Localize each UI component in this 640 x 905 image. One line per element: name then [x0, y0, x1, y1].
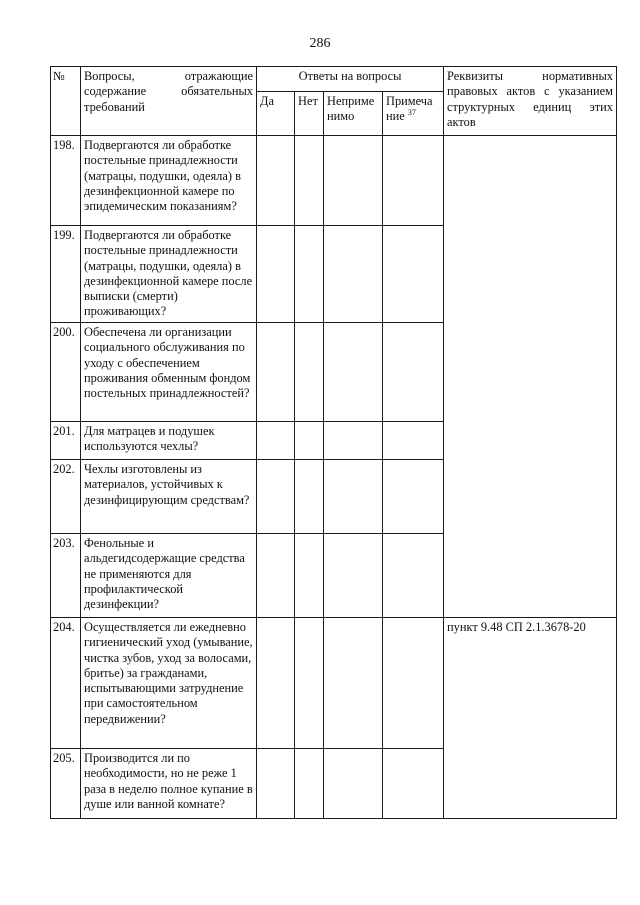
answer-note-cell[interactable]	[383, 136, 444, 226]
table-row	[51, 618, 617, 749]
row-number: 205.	[51, 749, 81, 819]
header-na-line2: нимо	[327, 109, 355, 124]
answer-note-cell[interactable]	[383, 323, 444, 422]
header-not-applicable	[324, 92, 383, 136]
row-number: 201.	[51, 422, 81, 460]
header-number: №	[51, 67, 81, 136]
answer-no-cell[interactable]	[295, 226, 324, 323]
answer-no-cell[interactable]	[295, 323, 324, 422]
answer-note-cell[interactable]	[383, 618, 444, 749]
answer-yes-cell[interactable]	[257, 749, 295, 819]
row-number: 200.	[51, 323, 81, 422]
row-number: 203.	[51, 534, 81, 618]
row-question: Производится ли по необходимости, но не реже 1 раза в неделю полное купание в душе или ванной комнате?	[81, 749, 257, 819]
answer-yes-cell[interactable]	[257, 226, 295, 323]
answer-no-cell[interactable]	[295, 534, 324, 618]
header-question-line1: Вопросы, отражающие	[84, 69, 253, 83]
header-answers: Ответы на вопросы	[257, 67, 444, 92]
answer-note-cell[interactable]	[383, 460, 444, 534]
row-question: Для матрацев и подушек используются чехлы?	[81, 422, 257, 460]
answer-no-cell[interactable]	[295, 422, 324, 460]
row-question: Фенольные и альдегидсодержащие средства не применяются для профилактической дезинфекции?	[81, 534, 257, 618]
answer-note-cell[interactable]	[383, 226, 444, 323]
header-requisites-line4: актов	[447, 114, 476, 129]
row-number: 202.	[51, 460, 81, 534]
header-question-line2: содержание обязательных	[84, 84, 253, 99]
answer-note-cell[interactable]	[383, 422, 444, 460]
answer-yes-cell[interactable]	[257, 460, 295, 534]
header-note-line2: ние	[386, 109, 405, 124]
row-number: 204.	[51, 618, 81, 749]
row-question: Чехлы изготовлены из материалов, устойчивых к дезинфицирующим средствам?	[81, 460, 257, 534]
answer-na-cell[interactable]	[324, 422, 383, 460]
answer-yes-cell[interactable]	[257, 323, 295, 422]
row-question: Осуществляется ли ежедневно гигиенический уход (умывание, чистка зубов, уход за волосами, бритье) за гражданами, испытывающими затруднение при самостоятельном передвижении?	[81, 618, 257, 749]
answer-yes-cell[interactable]	[257, 618, 295, 749]
answer-yes-cell[interactable]	[257, 136, 295, 226]
answer-no-cell[interactable]	[295, 618, 324, 749]
answer-yes-cell[interactable]	[257, 534, 295, 618]
header-note-line1: Примеча	[386, 94, 433, 108]
checklist-table	[50, 66, 617, 819]
header-requisites-line1: Реквизиты нормативных	[447, 69, 614, 83]
header-no: Нет	[295, 92, 324, 136]
answer-na-cell[interactable]	[324, 618, 383, 749]
header-note	[383, 92, 444, 136]
answer-yes-cell[interactable]	[257, 422, 295, 460]
header-question-line3: требований	[84, 99, 145, 114]
page-number: 286	[309, 36, 331, 51]
row-question: Подвергаются ли обработке постельные принадлежности (матрацы, подушки, одеяла) в дезинфекционной камере после выписки (смерти) проживающих?	[81, 226, 257, 323]
header-row-top	[51, 67, 617, 92]
header-requisites-line2: правовых актов с указанием	[447, 84, 614, 99]
answer-na-cell[interactable]	[324, 136, 383, 226]
row-question: Подвергаются ли обработке постельные принадлежности (матрацы, подушки, одеяла) в дезинфекционной камере по эпидемическим показаниям?	[81, 136, 257, 226]
header-requisites-line3: структурных единиц этих	[447, 99, 614, 114]
answer-na-cell[interactable]	[324, 460, 383, 534]
footnote-mark: 37	[407, 108, 416, 118]
row-question: Обеспечена ли организации социального обслуживания по уходу с обеспечением проживания обменным фондом постельных принадлежностей?	[81, 323, 257, 422]
table-row	[51, 136, 617, 226]
answer-no-cell[interactable]	[295, 460, 324, 534]
row-number: 199.	[51, 226, 81, 323]
answer-na-cell[interactable]	[324, 226, 383, 323]
answer-na-cell[interactable]	[324, 534, 383, 618]
answer-na-cell[interactable]	[324, 749, 383, 819]
row-number: 198.	[51, 136, 81, 226]
header-requisites	[444, 67, 617, 136]
header-question	[81, 67, 257, 136]
answer-note-cell[interactable]	[383, 749, 444, 819]
answer-note-cell[interactable]	[383, 534, 444, 618]
requisites-cell: пункт 9.48 СП 2.1.3678-20	[444, 618, 617, 819]
answer-na-cell[interactable]	[324, 323, 383, 422]
answer-no-cell[interactable]	[295, 749, 324, 819]
header-yes: Да	[257, 92, 295, 136]
requisites-cell	[444, 136, 617, 618]
header-na-line1: Неприме	[327, 94, 375, 108]
answer-no-cell[interactable]	[295, 136, 324, 226]
